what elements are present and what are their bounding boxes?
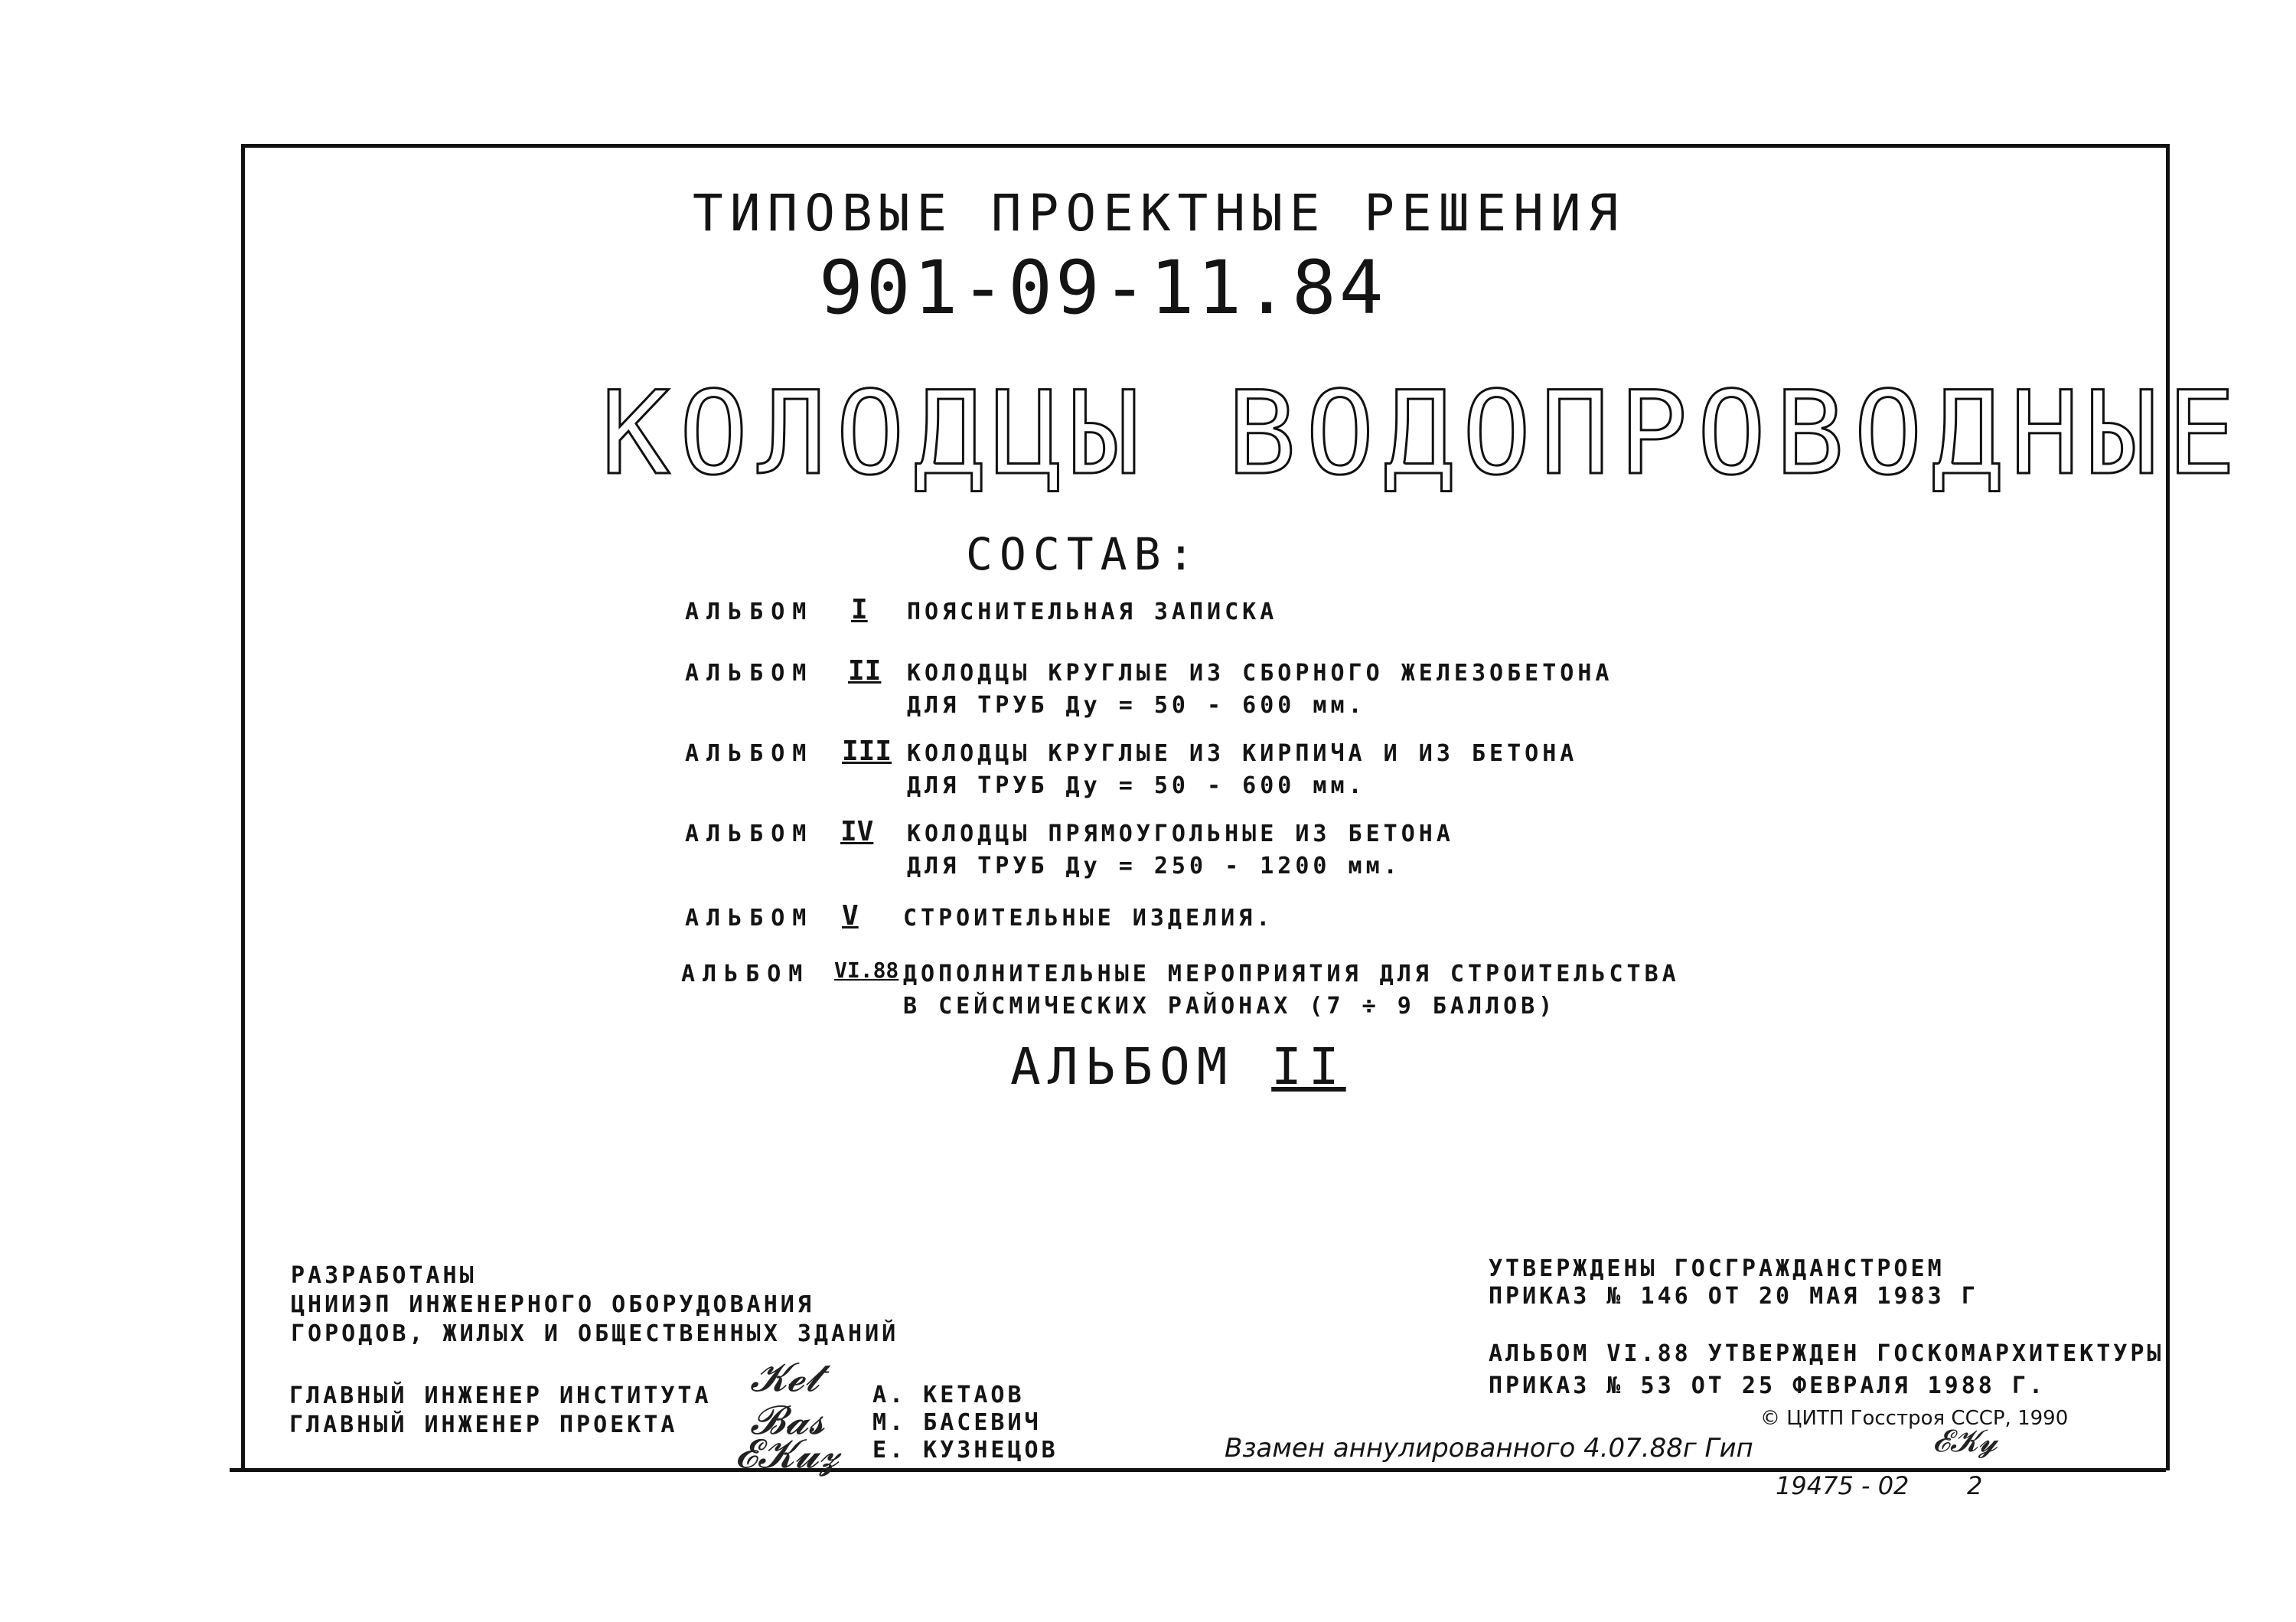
signature-3: 𝓔𝓚𝓾𝔃: [735, 1431, 840, 1477]
album-6-label: АЛЬБОМ: [681, 961, 810, 987]
album-2-number: II: [848, 655, 882, 687]
approval-block-1: [1489, 1255, 1978, 1310]
album-3-line1: КОЛОДЦЫ КРУГЛЫЕ ИЗ КИРПИЧА И ИЗ БЕТОНА: [907, 740, 1578, 767]
signature-gip: 𝓔𝓚𝔂: [1932, 1424, 1998, 1459]
album-5-desc: [903, 902, 1274, 935]
album-6-number: VI.88: [834, 958, 899, 983]
staff-name-3: Е. КУЗНЕЦОВ: [872, 1437, 1058, 1464]
series-title: ТИПОВЫЕ ПРОЕКТНЫЕ РЕШЕНИЯ: [693, 184, 1626, 243]
staff-name-2: М. БАСЕВИЧ: [872, 1409, 1042, 1436]
album-1-number: I: [851, 594, 868, 625]
approval-line3: АЛЬБОМ VI.88 УТВЕРЖДЕН ГОСКОМАРХИТЕКТУРЫ: [1489, 1340, 2164, 1367]
inventory-number: 19475 - 02: [1776, 1471, 1910, 1500]
album-4-number: IV: [840, 816, 874, 847]
album-2-label: АЛЬБОМ: [685, 660, 814, 687]
signature-2: 𝓑𝓪𝓼: [750, 1398, 825, 1444]
developer-block: [291, 1261, 899, 1349]
developer-line1: РАЗРАБОТАНЫ: [291, 1262, 477, 1289]
project-code: 901-09-11.84: [819, 245, 1387, 331]
album-2-line2: ДЛЯ ТРУБ Ду = 50 - 600 мм.: [907, 692, 1366, 719]
current-album-number: II: [1271, 1037, 1346, 1096]
album-3-number: III: [842, 736, 892, 767]
album-4-label: АЛЬБОМ: [685, 821, 814, 847]
replacement-note: Взамен аннулированного 4.07.88г Гип: [1225, 1433, 1753, 1464]
album-4-line2: ДЛЯ ТРУБ Ду = 250 - 1200 мм.: [907, 853, 1401, 880]
signature-1: 𝓚𝓮𝓽: [750, 1355, 820, 1401]
album-6-line1: ДОПОЛНИТЕЛЬНЫЕ МЕРОПРИЯТИЯ ДЛЯ СТРОИТЕЛЬСТВА: [903, 961, 1680, 987]
current-album-label: АЛЬБОМ: [1010, 1037, 1234, 1096]
approval-line4: ПРИКАЗ № 53 ОТ 25 ФЕВРАЛЯ 1988 Г.: [1489, 1372, 2047, 1399]
album-1-label: АЛЬБОМ: [685, 599, 814, 625]
approval-line2: ПРИКАЗ № 146 ОТ 20 МАЯ 1983 Г: [1489, 1283, 1978, 1310]
album-2-desc: [907, 658, 1613, 722]
current-album: [1010, 1037, 1346, 1096]
album-5-number: V: [842, 900, 859, 932]
album-4-desc: [907, 818, 1454, 883]
album-2-line1: КОЛОДЦЫ КРУГЛЫЕ ИЗ СБОРНОГО ЖЕЛЕЗОБЕТОНА: [907, 660, 1613, 687]
album-1-desc: [907, 596, 1277, 628]
staff-names: [872, 1382, 1058, 1464]
developer-line3: ГОРОДОВ, ЖИЛЫХ И ОБЩЕСТВЕННЫХ ЗДАНИЙ: [291, 1320, 899, 1347]
approval-line1: УТВЕРЖДЕНЫ ГОСГРАЖДАНСТРОЕМ: [1489, 1255, 1945, 1282]
developer-line2: ЦНИИЭП ИНЖЕНЕРНОГО ОБОРУДОВАНИЯ: [291, 1291, 814, 1318]
album-3-desc: [907, 738, 1577, 802]
album-6-desc: [903, 958, 1680, 1023]
album-4-line1: КОЛОДЦЫ ПРЯМОУГОЛЬНЫЕ ИЗ БЕТОНА: [907, 821, 1454, 847]
staff-name-1: А. КЕТАОВ: [872, 1382, 1025, 1408]
album-5-line1: СТРОИТЕЛЬНЫЕ ИЗДЕЛИЯ.: [903, 905, 1274, 932]
staff-roles: [289, 1382, 712, 1440]
album-5-label: АЛЬБОМ: [685, 905, 814, 932]
sheet-number: 2: [1967, 1471, 1983, 1500]
copyright: © ЦИТП Госстроя СССР, 1990: [1760, 1407, 2069, 1430]
album-1-line1: ПОЯСНИТЕЛЬНАЯ ЗАПИСКА: [907, 599, 1278, 625]
contents-heading: СОСТАВ:: [966, 528, 1202, 580]
document-title: КОЛОДЦЫ ВОДОПРОВОДНЫЕ: [601, 367, 2245, 501]
album-6-line2: В СЕЙСМИЧЕСКИХ РАЙОНАХ (7 ÷ 9 БАЛЛОВ): [903, 993, 1557, 1020]
approval-block-2: [1489, 1338, 2164, 1402]
album-3-line2: ДЛЯ ТРУБ Ду = 50 - 600 мм.: [907, 772, 1366, 799]
staff-role-2: ГЛАВНЫЙ ИНЖЕНЕР ПРОЕКТА: [289, 1411, 678, 1438]
album-3-label: АЛЬБОМ: [685, 740, 814, 767]
staff-role-1: ГЛАВНЫЙ ИНЖЕНЕР ИНСТИТУТА: [289, 1382, 712, 1409]
